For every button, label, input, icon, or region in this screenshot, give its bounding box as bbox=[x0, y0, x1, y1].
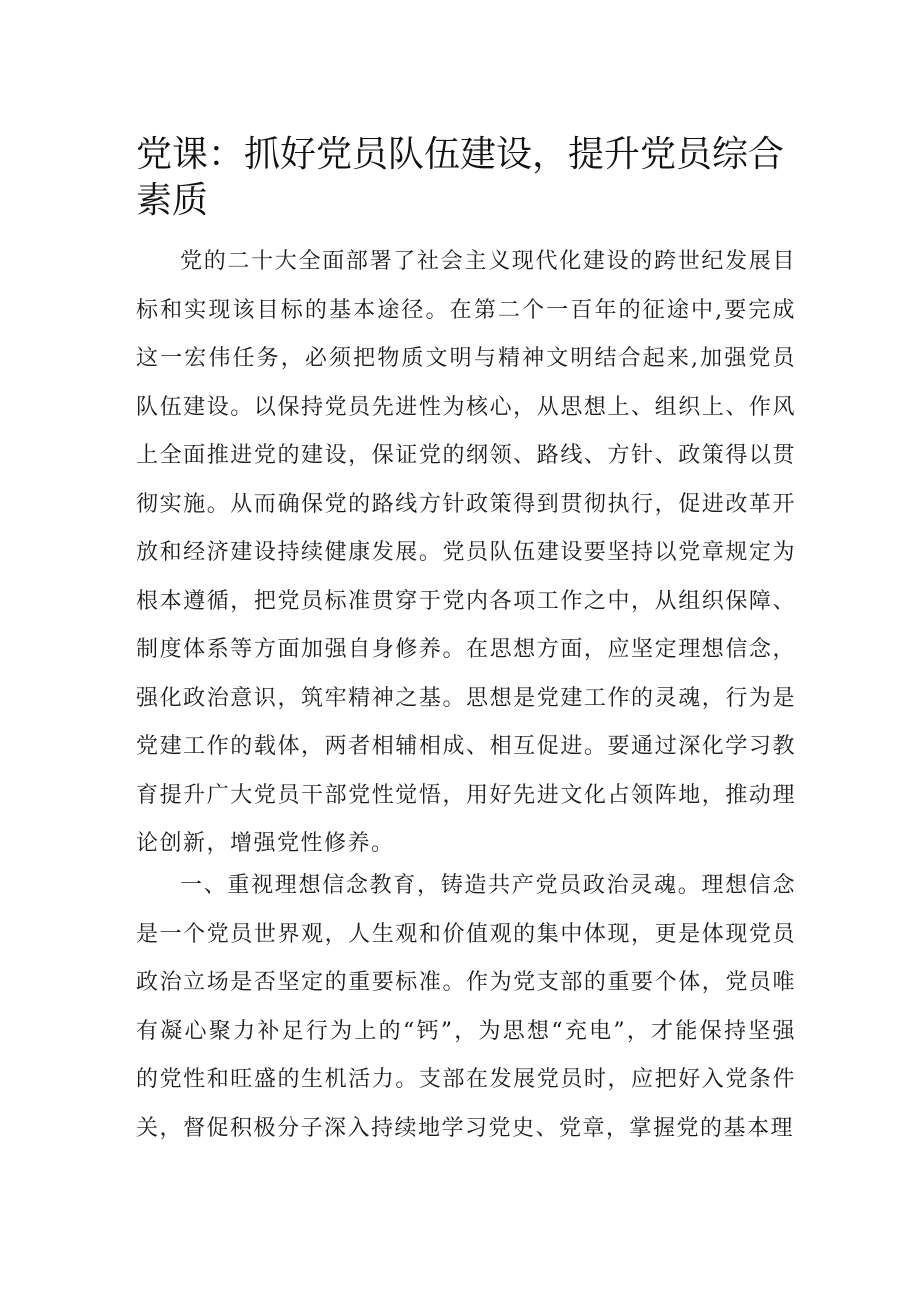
document-title: 党课：抓好党员队伍建设，提升党员综合素质 bbox=[136, 134, 785, 221]
body-paragraph-intro: 党的二十大全面部署了社会主义现代化建设的跨世纪发展目标和实现该目标的基本途径。在第二个一百年的征途中,要完成这一宏伟任务，必须把物质文明与精神文明结合起来,加强党员队伍建设。以保持党员先进性为核心，从思想上、组织上、作风上全面推进党的建设，保证党的纲领、路线、方针、政策得以贯彻实施。从而确保党的路线方针政策得到贯彻执行，促进改革开放和经济建设持续健康发展。党员队伍建设要坚持以党章规定为根本遵循，把党员标准贯穿于党内各项工作之中，从组织保障、制度体系等方面加强自身修养。在思想方面，应坚定理想信念，强化政治意识，筑牢精神之基。思想是党建工作的灵魂，行为是党建工作的载体，两者相辅相成、相互促进。要通过深化学习教育提升广大党员干部党性觉悟，用好先进文化占领阵地，推动理论创新，增强党性修养。 bbox=[136, 249, 796, 856]
body-paragraph-section-one: 一、重视理想信念教育，铸造共产党员政治灵魂。理想信念是一个党员世界观，人生观和价值观的集中体现，更是体现党员政治立场是否坚定的重要标准。作为党支部的重要个体，党员唯有凝心聚力补足行为上的“钙”，为思想“充电”，才能保持坚强的党性和旺盛的生机活力。支部在发展党员时，应把好入党条件关，督促积极分子深入持续地学习党史、党章，掌握党的基本理 bbox=[136, 873, 796, 1141]
